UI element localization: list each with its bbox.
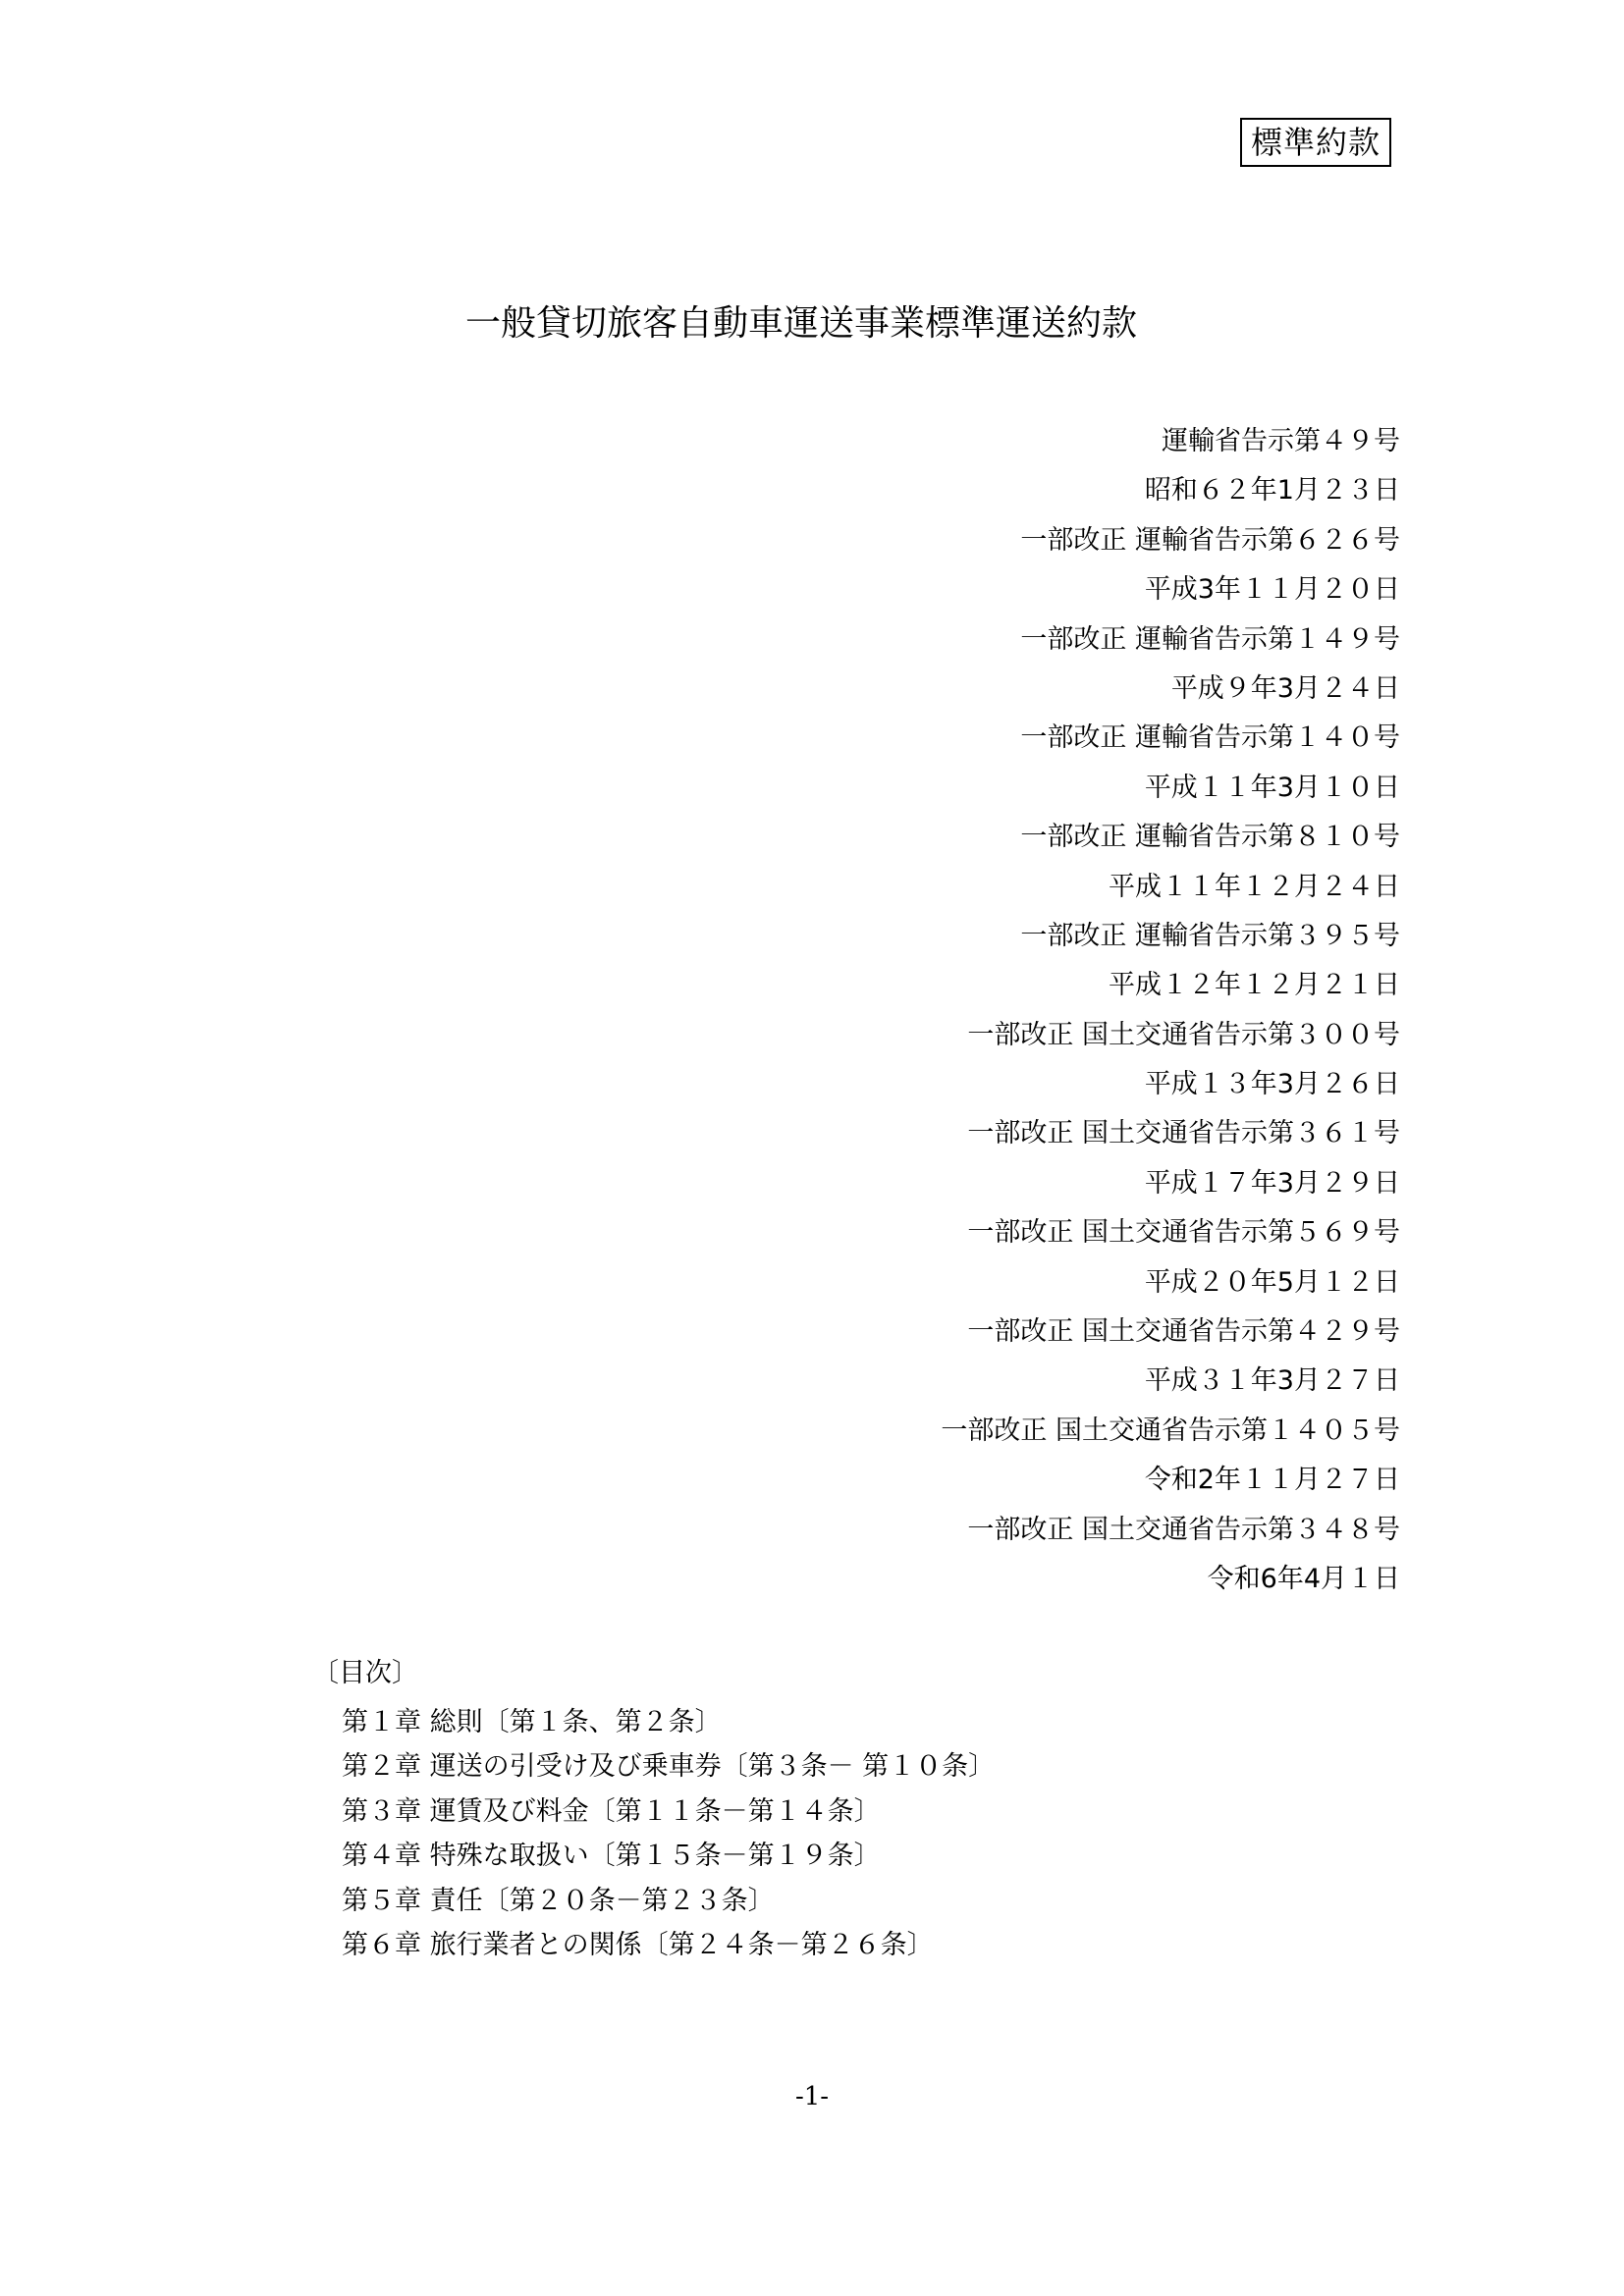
document-type-badge: 標準約款 — [1240, 118, 1391, 167]
history-line: 一部改正 国土交通省告示第３４８号 — [967, 1514, 1400, 1545]
history-line: 平成９年3月２４日 — [1170, 672, 1400, 704]
history-line: 一部改正 国土交通省告示第３００号 — [967, 1019, 1400, 1050]
history-line: 一部改正 運輸省告示第３９５号 — [1020, 920, 1400, 951]
history-line: 昭和６２年1月２３日 — [1144, 475, 1400, 507]
toc-heading: 〔目次〕 — [312, 1658, 418, 1688]
table-of-contents — [342, 1700, 1324, 1967]
history-line: 平成１１年１２月２４日 — [1109, 871, 1400, 902]
history-line: 一部改正 国土交通省告示第４２９号 — [967, 1316, 1400, 1348]
toc-item: 第６章 旅行業者との関係〔第２４条－第２６条〕 — [342, 1929, 934, 1960]
history-line: 一部改正 国土交通省告示第１４０５号 — [941, 1415, 1400, 1446]
document-title: 一般貸切旅客自動車運送事業標準運送約款 — [465, 303, 1138, 344]
history-line: 令和2年１１月２７日 — [1144, 1465, 1400, 1496]
history-line: 平成１２年１２月２１日 — [1109, 970, 1400, 1001]
toc-item: 第３章 運賃及び料金〔第１１条－第１４条〕 — [342, 1795, 881, 1827]
history-line: 一部改正 運輸省告示第１４０号 — [1020, 722, 1400, 754]
toc-item: 第５章 責任〔第２０条－第２３条〕 — [342, 1885, 775, 1916]
history-line: 令和6年4月１日 — [1207, 1563, 1400, 1594]
history-line: 一部改正 国土交通省告示第３６１号 — [967, 1118, 1400, 1149]
history-line: 平成１７年3月２９日 — [1144, 1167, 1400, 1199]
history-line: 一部改正 国土交通省告示第５６９号 — [967, 1217, 1400, 1249]
history-line: 平成１１年3月１０日 — [1144, 772, 1400, 803]
history-line: 一部改正 運輸省告示第６２６号 — [1020, 524, 1400, 556]
history-line: 一部改正 運輸省告示第８１０号 — [1020, 822, 1400, 853]
history-line: 平成２０年5月１２日 — [1144, 1266, 1400, 1298]
history-line: 平成３１年3月２７日 — [1144, 1365, 1400, 1397]
toc-item: 第１章 総則〔第１条、第２条〕 — [342, 1707, 722, 1737]
history-line: 一部改正 運輸省告示第１４９号 — [1020, 623, 1400, 655]
history-line: 平成3年１１月２０日 — [1144, 574, 1400, 606]
toc-item: 第２章 運送の引受け及び乗車券〔第３条－ 第１０条〕 — [342, 1751, 996, 1783]
amendment-history — [785, 417, 1400, 1604]
page-number: -1- — [794, 2082, 830, 2111]
history-line: 運輸省告示第４９号 — [1162, 426, 1400, 456]
history-line: 平成１３年3月２６日 — [1144, 1069, 1400, 1100]
toc-item: 第４章 特殊な取扱い〔第１５条－第１９条〕 — [342, 1841, 881, 1872]
